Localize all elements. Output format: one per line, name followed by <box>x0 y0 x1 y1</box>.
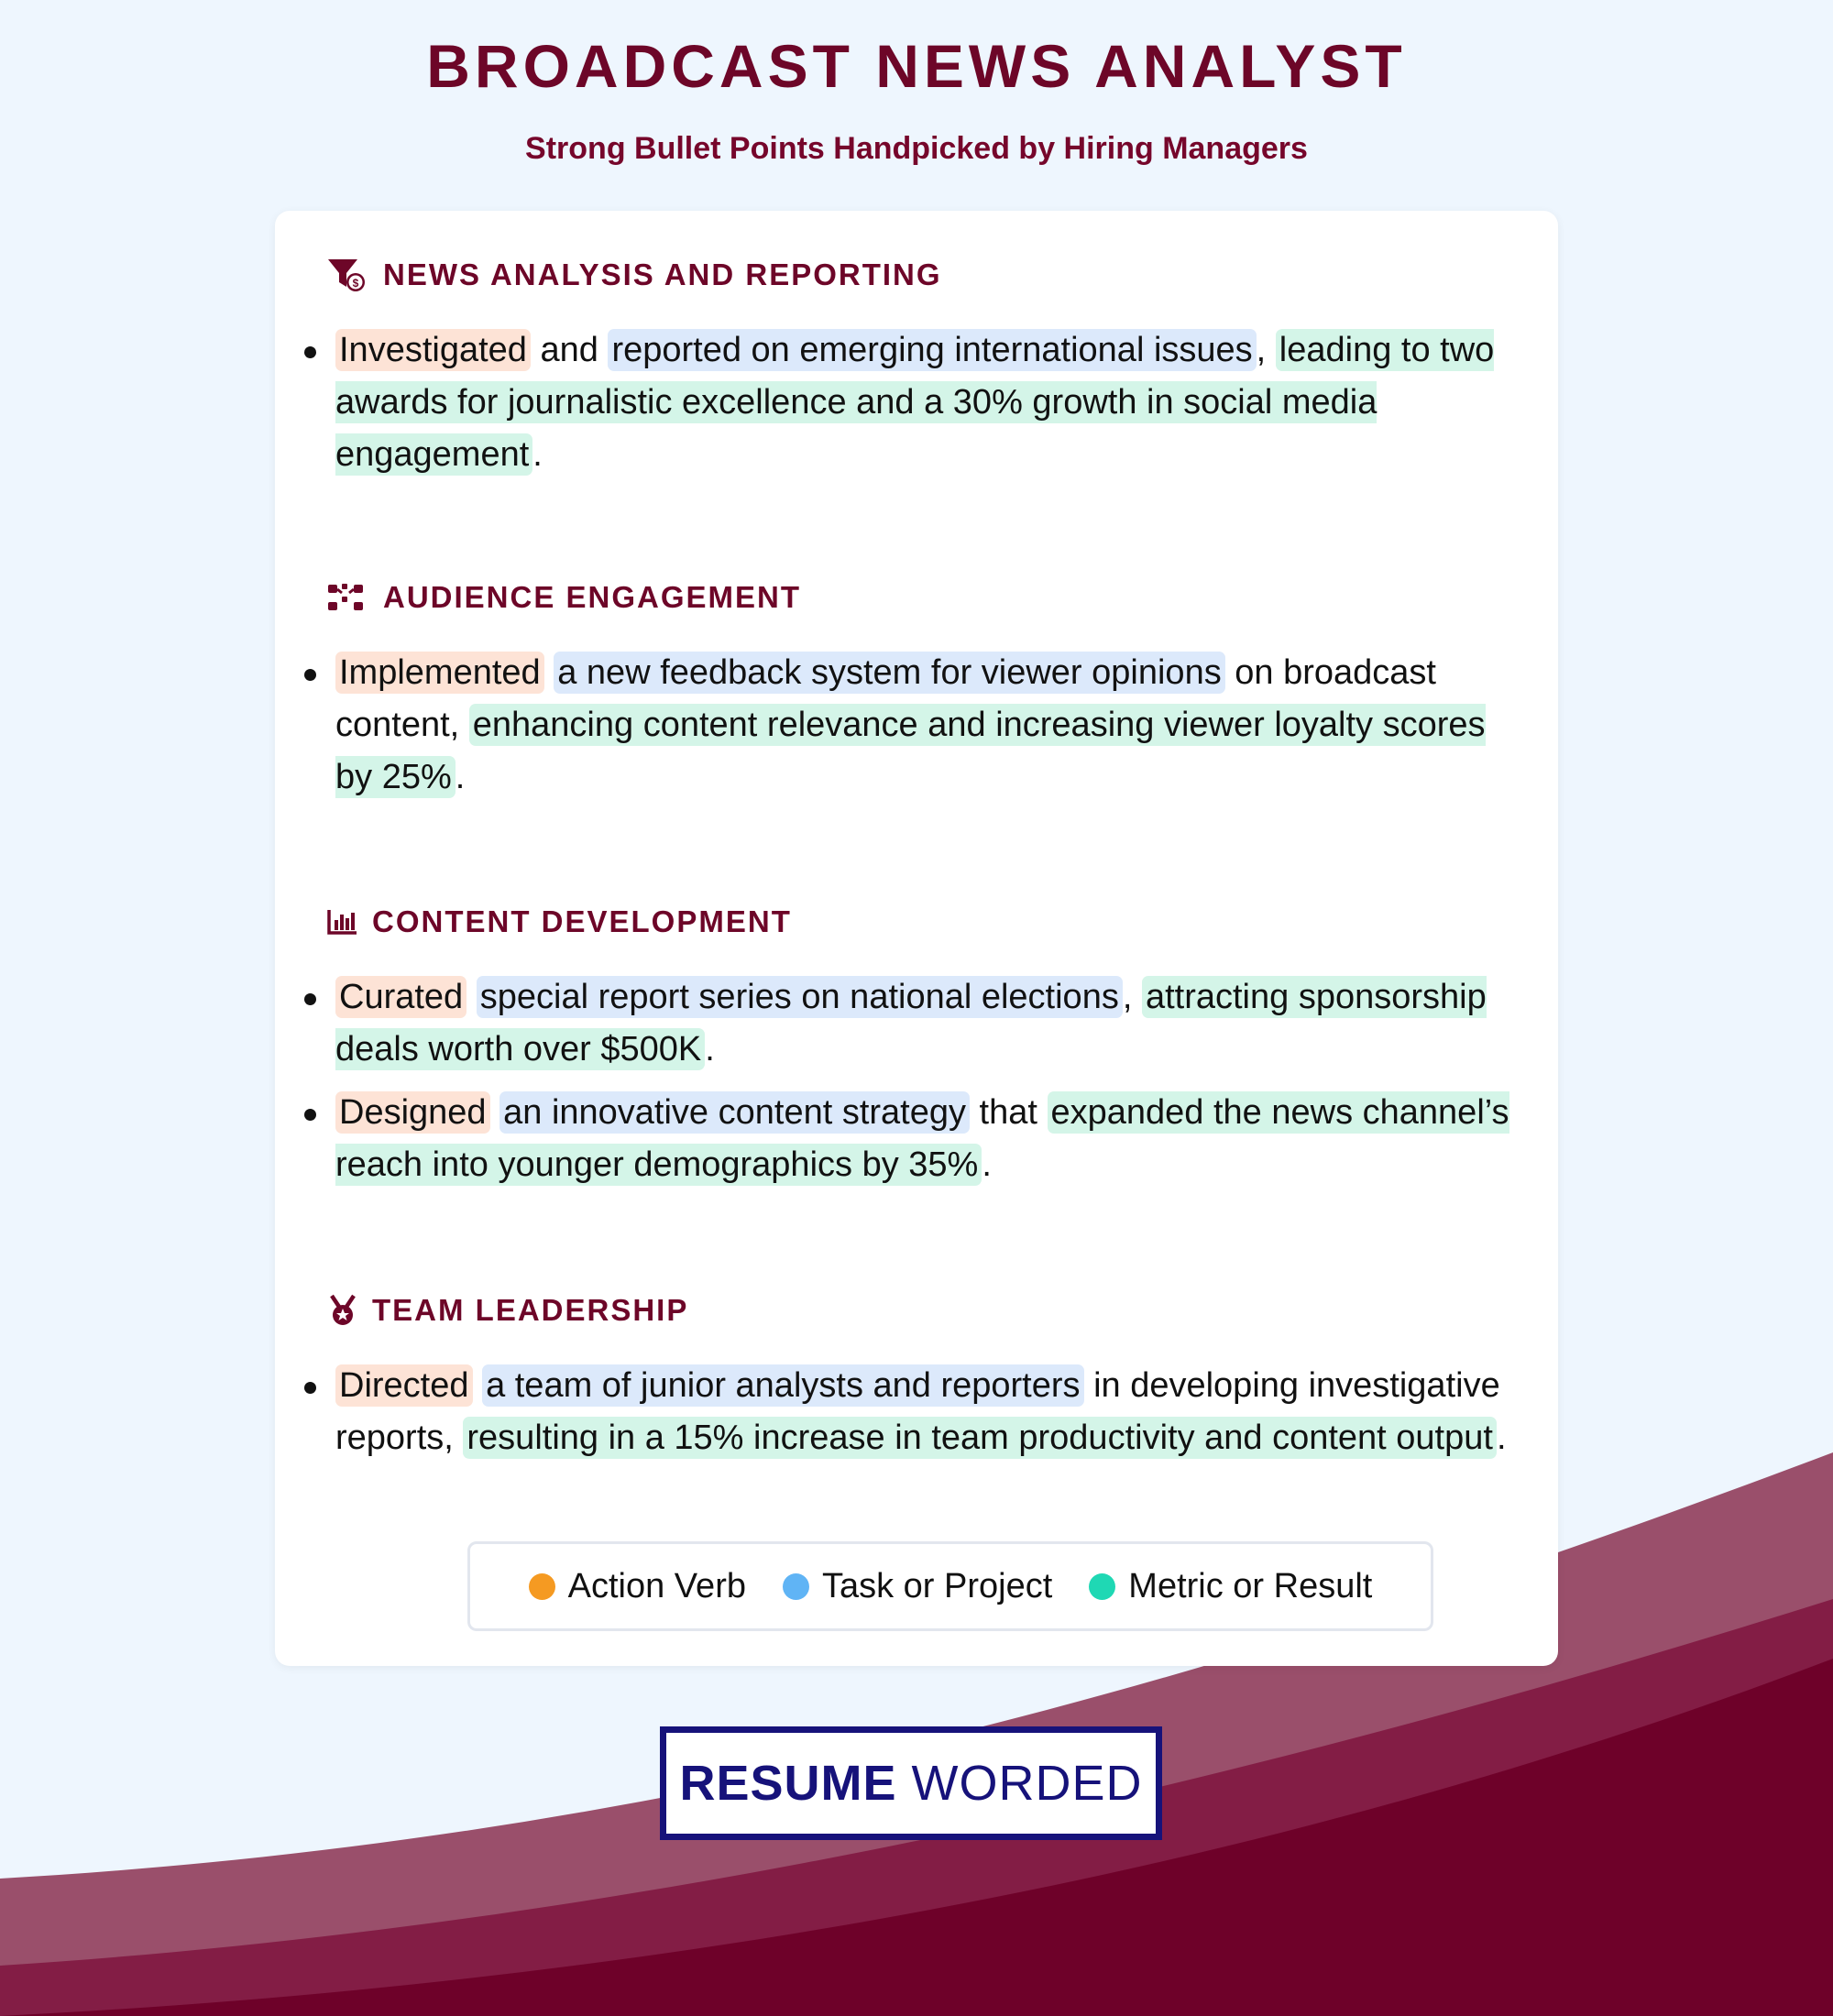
teal-dot-icon <box>1089 1573 1115 1600</box>
logo-text <box>679 1755 1142 1812</box>
bullet-item <box>275 324 1527 481</box>
bullet-list <box>275 647 1558 815</box>
plain-text: and <box>530 331 609 369</box>
action-verb: Designed <box>335 1091 490 1134</box>
metric-or-result: enhancing content relevance and increasing viewer loyalty scores by 25% <box>335 706 1486 796</box>
page-subtitle: Strong Bullet Points Handpicked by Hiring Managers <box>525 131 1308 166</box>
svg-text:$: $ <box>352 277 359 290</box>
action-verb: Curated <box>335 976 466 1018</box>
section-title: AUDIENCE ENGAGEMENT <box>383 580 802 614</box>
plain-text <box>490 1093 500 1132</box>
plain-text: , <box>1122 978 1142 1016</box>
section-header <box>326 898 792 946</box>
plain-text: . <box>455 758 466 796</box>
plain-text: . <box>1496 1419 1507 1457</box>
network-icon <box>326 577 367 618</box>
resume-worded-logo[interactable] <box>660 1726 1162 1840</box>
bullet-list <box>275 1360 1558 1475</box>
bar-chart-icon <box>326 902 359 942</box>
bullet-item <box>275 647 1527 804</box>
task-or-project: a new feedback system for viewer opinions <box>554 652 1224 694</box>
section-title: TEAM LEADERSHIP <box>372 1293 689 1327</box>
section-header <box>326 1287 688 1334</box>
plain-text: , <box>1256 331 1276 369</box>
plain-text: in developing investigative reports, <box>335 1366 1500 1457</box>
legend-item-task-or-project <box>783 1567 1052 1606</box>
page-header <box>0 27 1833 167</box>
section-header <box>326 251 942 299</box>
action-verb: Investigated <box>335 329 531 371</box>
plain-text <box>473 1366 483 1405</box>
legend-label: Metric or Result <box>1128 1566 1373 1605</box>
section-title: NEWS ANALYSIS AND REPORTING <box>383 257 942 291</box>
bullet-list <box>275 971 1558 1202</box>
task-or-project: a team of junior analysts and reporters <box>482 1364 1083 1407</box>
action-verb: Implemented <box>335 652 544 694</box>
medal-icon <box>326 1290 359 1331</box>
metric-or-result: expanded the news channel’s reach into younger demographics by 35% <box>335 1093 1509 1184</box>
section-header <box>326 574 801 621</box>
plain-text: that <box>970 1093 1048 1132</box>
highlight-legend <box>467 1541 1433 1631</box>
plain-text: . <box>705 1030 715 1068</box>
plain-text <box>466 978 477 1016</box>
legend-label: Task or Project <box>821 1566 1053 1605</box>
task-or-project: special report series on national elections <box>477 976 1123 1018</box>
legend-item-action-verb <box>529 1567 746 1606</box>
bullet-item <box>275 1087 1527 1191</box>
legend-item-metric-or-result <box>1089 1567 1372 1606</box>
plain-text <box>544 653 554 692</box>
blue-dot-icon <box>783 1573 809 1600</box>
logo-bold-text: RESUME <box>679 1756 897 1811</box>
task-or-project: an innovative content strategy <box>499 1091 970 1134</box>
bullet-list <box>275 324 1558 492</box>
bullet-item <box>275 1360 1527 1464</box>
metric-or-result: leading to two awards for journalistic excellence and a 30% growth in social media engagement <box>335 331 1495 474</box>
legend-label: Action Verb <box>567 1566 746 1605</box>
metric-or-result: attracting sponsorship deals worth over $500K <box>335 978 1487 1068</box>
plain-text: . <box>532 435 543 474</box>
bullet-item <box>275 971 1527 1076</box>
logo-light-text: WORDED <box>911 1756 1143 1811</box>
orange-dot-icon <box>529 1573 555 1600</box>
filter-dollar-icon <box>326 255 367 295</box>
task-or-project: reported on emerging international issues <box>608 329 1256 371</box>
metric-or-result: resulting in a 15% increase in team productivity and content output <box>463 1417 1497 1459</box>
section-title: CONTENT DEVELOPMENT <box>372 904 792 938</box>
page-title: BROADCAST NEWS ANALYST <box>426 32 1407 100</box>
action-verb: Directed <box>335 1364 473 1407</box>
bullet-points-card <box>275 211 1558 1666</box>
plain-text: . <box>982 1145 992 1184</box>
plain-text: on broadcast content, <box>335 653 1436 744</box>
